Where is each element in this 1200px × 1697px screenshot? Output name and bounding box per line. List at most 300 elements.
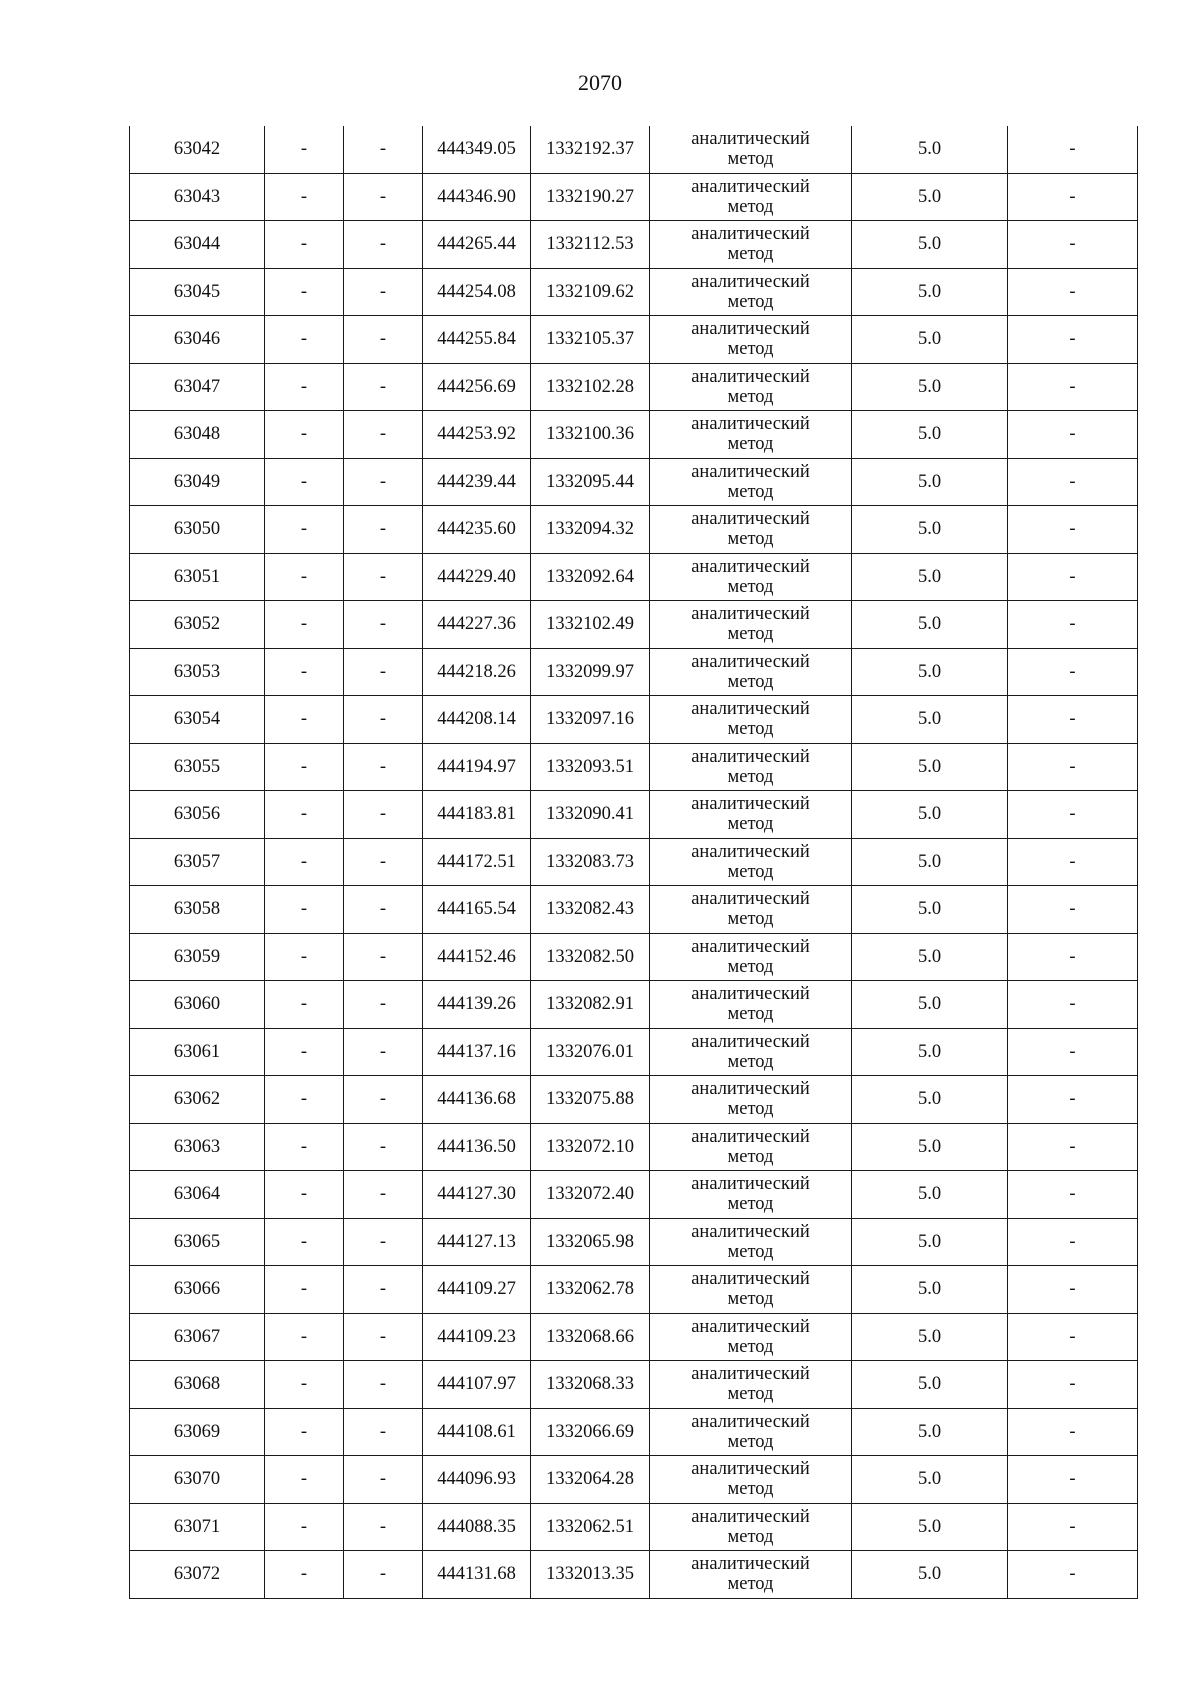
point-number-cell: 63068 (130, 1361, 265, 1409)
method-text-line1: аналитический (691, 1411, 810, 1432)
x-coordinate-cell: 444194.97 (423, 743, 531, 791)
method-text-line2: метод (727, 1526, 774, 1547)
empty-value-cell: - (265, 1361, 344, 1409)
x-coordinate-cell: 444108.61 (423, 1408, 531, 1456)
table-row (130, 126, 1138, 173)
empty-value-cell: - (1008, 1076, 1138, 1124)
accuracy-cell: 5.0 (852, 791, 1008, 839)
point-number-cell: 63042 (130, 126, 265, 173)
table-row (130, 1551, 1138, 1599)
point-number-cell: 63070 (130, 1456, 265, 1504)
empty-value-cell: - (1008, 981, 1138, 1029)
x-coordinate-cell: 444139.26 (423, 981, 531, 1029)
empty-value-cell: - (1008, 743, 1138, 791)
empty-value-cell: - (1008, 126, 1138, 173)
empty-value-cell: - (344, 1551, 423, 1599)
method-text-line2: метод (727, 1004, 774, 1025)
accuracy-cell: 5.0 (852, 126, 1008, 173)
empty-value-cell: - (265, 648, 344, 696)
y-coordinate-cell: 1332013.35 (531, 1551, 650, 1599)
method-cell (650, 886, 852, 934)
x-coordinate-cell: 444136.68 (423, 1076, 531, 1124)
accuracy-cell: 5.0 (852, 981, 1008, 1029)
x-coordinate-cell: 444127.30 (423, 1171, 531, 1219)
accuracy-cell: 5.0 (852, 553, 1008, 601)
empty-value-cell: - (344, 1028, 423, 1076)
method-text-line1: аналитический (691, 414, 810, 435)
table-row (130, 1028, 1138, 1076)
y-coordinate-cell: 1332100.36 (531, 411, 650, 459)
empty-value-cell: - (1008, 648, 1138, 696)
method-text-line1: аналитический (691, 224, 810, 245)
method-text-line2: метод (727, 576, 774, 597)
x-coordinate-cell: 444183.81 (423, 791, 531, 839)
point-number-cell: 63061 (130, 1028, 265, 1076)
point-number-cell: 63053 (130, 648, 265, 696)
method-cell (650, 601, 852, 649)
empty-value-cell: - (265, 268, 344, 316)
point-number-cell: 63067 (130, 1313, 265, 1361)
empty-value-cell: - (344, 1361, 423, 1409)
empty-value-cell: - (1008, 1313, 1138, 1361)
method-cell (650, 1171, 852, 1219)
x-coordinate-cell: 444096.93 (423, 1456, 531, 1504)
empty-value-cell: - (1008, 1171, 1138, 1219)
method-text-line1: аналитический (691, 1221, 810, 1242)
empty-value-cell: - (344, 1456, 423, 1504)
table-row (130, 981, 1138, 1029)
method-text-line2: метод (727, 956, 774, 977)
table-row (130, 1456, 1138, 1504)
table-row (130, 601, 1138, 649)
method-cell (650, 1313, 852, 1361)
empty-value-cell: - (1008, 506, 1138, 554)
table-row (130, 886, 1138, 934)
empty-value-cell: - (265, 1456, 344, 1504)
method-cell (650, 981, 852, 1029)
empty-value-cell: - (265, 411, 344, 459)
table-row (130, 458, 1138, 506)
point-number-cell: 63043 (130, 173, 265, 221)
method-text-line1: аналитический (691, 699, 810, 720)
empty-value-cell: - (265, 1171, 344, 1219)
y-coordinate-cell: 1332076.01 (531, 1028, 650, 1076)
method-text-line2: метод (727, 1051, 774, 1072)
y-coordinate-cell: 1332102.49 (531, 601, 650, 649)
accuracy-cell: 5.0 (852, 1123, 1008, 1171)
accuracy-cell: 5.0 (852, 1456, 1008, 1504)
point-number-cell: 63048 (130, 411, 265, 459)
x-coordinate-cell: 444254.08 (423, 268, 531, 316)
empty-value-cell: - (265, 696, 344, 744)
method-text-line2: метод (727, 1336, 774, 1357)
point-number-cell: 63071 (130, 1503, 265, 1551)
accuracy-cell: 5.0 (852, 316, 1008, 364)
method-text-line2: метод (727, 1289, 774, 1310)
empty-value-cell: - (1008, 601, 1138, 649)
point-number-cell: 63065 (130, 1218, 265, 1266)
x-coordinate-cell: 444349.05 (423, 126, 531, 173)
y-coordinate-cell: 1332109.62 (531, 268, 650, 316)
empty-value-cell: - (265, 1028, 344, 1076)
accuracy-cell: 5.0 (852, 933, 1008, 981)
empty-value-cell: - (265, 1123, 344, 1171)
empty-value-cell: - (344, 743, 423, 791)
empty-value-cell: - (344, 1313, 423, 1361)
method-text-line1: аналитический (691, 1506, 810, 1527)
empty-value-cell: - (1008, 1503, 1138, 1551)
accuracy-cell: 5.0 (852, 601, 1008, 649)
empty-value-cell: - (344, 506, 423, 554)
accuracy-cell: 5.0 (852, 838, 1008, 886)
method-cell (650, 1266, 852, 1314)
empty-value-cell: - (344, 648, 423, 696)
y-coordinate-cell: 1332075.88 (531, 1076, 650, 1124)
method-cell (650, 838, 852, 886)
y-coordinate-cell: 1332105.37 (531, 316, 650, 364)
method-cell (650, 1408, 852, 1456)
accuracy-cell: 5.0 (852, 1551, 1008, 1599)
method-text-line2: метод (727, 671, 774, 692)
point-number-cell: 63046 (130, 316, 265, 364)
empty-value-cell: - (1008, 553, 1138, 601)
method-text-line1: аналитический (691, 604, 810, 625)
y-coordinate-cell: 1332065.98 (531, 1218, 650, 1266)
method-text-line2: метод (727, 1479, 774, 1500)
empty-value-cell: - (344, 316, 423, 364)
method-text-line1: аналитический (691, 461, 810, 482)
empty-value-cell: - (265, 886, 344, 934)
accuracy-cell: 5.0 (852, 506, 1008, 554)
empty-value-cell: - (1008, 1218, 1138, 1266)
method-text-line1: аналитический (691, 1554, 810, 1575)
accuracy-cell: 5.0 (852, 1076, 1008, 1124)
accuracy-cell: 5.0 (852, 648, 1008, 696)
method-text-line2: метод (727, 1099, 774, 1120)
point-number-cell: 63056 (130, 791, 265, 839)
x-coordinate-cell: 444235.60 (423, 506, 531, 554)
empty-value-cell: - (344, 1171, 423, 1219)
x-coordinate-cell: 444152.46 (423, 933, 531, 981)
empty-value-cell: - (265, 221, 344, 269)
x-coordinate-cell: 444239.44 (423, 458, 531, 506)
method-text-line1: аналитический (691, 176, 810, 197)
method-text-line2: метод (727, 814, 774, 835)
method-text-line2: метод (727, 1241, 774, 1262)
method-text-line1: аналитический (691, 1269, 810, 1290)
empty-value-cell: - (265, 933, 344, 981)
method-text-line1: аналитический (691, 651, 810, 672)
empty-value-cell: - (344, 886, 423, 934)
empty-value-cell: - (344, 601, 423, 649)
x-coordinate-cell: 444109.23 (423, 1313, 531, 1361)
empty-value-cell: - (265, 316, 344, 364)
table-row (130, 268, 1138, 316)
y-coordinate-cell: 1332082.43 (531, 886, 650, 934)
point-number-cell: 63066 (130, 1266, 265, 1314)
empty-value-cell: - (344, 1218, 423, 1266)
method-text-line2: метод (727, 434, 774, 455)
page-number: 2070 (578, 70, 622, 95)
point-number-cell: 63049 (130, 458, 265, 506)
x-coordinate-cell: 444253.92 (423, 411, 531, 459)
accuracy-cell: 5.0 (852, 363, 1008, 411)
empty-value-cell: - (1008, 1123, 1138, 1171)
empty-value-cell: - (265, 838, 344, 886)
empty-value-cell: - (344, 838, 423, 886)
x-coordinate-cell: 444208.14 (423, 696, 531, 744)
empty-value-cell: - (265, 173, 344, 221)
empty-value-cell: - (1008, 1266, 1138, 1314)
method-text-line2: метод (727, 1146, 774, 1167)
table-row (130, 506, 1138, 554)
method-text-line2: метод (727, 339, 774, 360)
accuracy-cell: 5.0 (852, 743, 1008, 791)
x-coordinate-cell: 444172.51 (423, 838, 531, 886)
method-text-line2: метод (727, 861, 774, 882)
table-row (130, 1361, 1138, 1409)
x-coordinate-cell: 444107.97 (423, 1361, 531, 1409)
method-text-line1: аналитический (691, 319, 810, 340)
empty-value-cell: - (344, 458, 423, 506)
method-text-line2: метод (727, 244, 774, 265)
x-coordinate-cell: 444137.16 (423, 1028, 531, 1076)
accuracy-cell: 5.0 (852, 696, 1008, 744)
method-text-line2: метод (727, 1431, 774, 1452)
empty-value-cell: - (1008, 1361, 1138, 1409)
method-text-line1: аналитический (691, 1316, 810, 1337)
accuracy-cell: 5.0 (852, 173, 1008, 221)
empty-value-cell: - (1008, 173, 1138, 221)
table-row (130, 933, 1138, 981)
method-cell (650, 1028, 852, 1076)
method-cell (650, 268, 852, 316)
empty-value-cell: - (344, 1123, 423, 1171)
method-text-line2: метод (727, 149, 774, 170)
empty-value-cell: - (344, 1076, 423, 1124)
empty-value-cell: - (265, 1408, 344, 1456)
method-text-line2: метод (727, 529, 774, 550)
empty-value-cell: - (344, 1408, 423, 1456)
y-coordinate-cell: 1332064.28 (531, 1456, 650, 1504)
empty-value-cell: - (1008, 696, 1138, 744)
x-coordinate-cell: 444127.13 (423, 1218, 531, 1266)
table-row (130, 1076, 1138, 1124)
point-number-cell: 63060 (130, 981, 265, 1029)
x-coordinate-cell: 444109.27 (423, 1266, 531, 1314)
x-coordinate-cell: 444255.84 (423, 316, 531, 364)
x-coordinate-cell: 444088.35 (423, 1503, 531, 1551)
method-cell (650, 743, 852, 791)
point-number-cell: 63050 (130, 506, 265, 554)
method-text-line2: метод (727, 386, 774, 407)
method-text-line1: аналитический (691, 1174, 810, 1195)
accuracy-cell: 5.0 (852, 1503, 1008, 1551)
empty-value-cell: - (265, 506, 344, 554)
method-cell (650, 458, 852, 506)
empty-value-cell: - (344, 411, 423, 459)
method-cell (650, 696, 852, 744)
accuracy-cell: 5.0 (852, 1171, 1008, 1219)
method-cell (650, 173, 852, 221)
method-text-line2: метод (727, 624, 774, 645)
x-coordinate-cell: 444265.44 (423, 221, 531, 269)
y-coordinate-cell: 1332090.41 (531, 791, 650, 839)
method-cell (650, 126, 852, 173)
y-coordinate-cell: 1332062.51 (531, 1503, 650, 1551)
x-coordinate-cell: 444136.50 (423, 1123, 531, 1171)
table-row (130, 221, 1138, 269)
method-cell (650, 1076, 852, 1124)
y-coordinate-cell: 1332072.10 (531, 1123, 650, 1171)
y-coordinate-cell: 1332192.37 (531, 126, 650, 173)
y-coordinate-cell: 1332102.28 (531, 363, 650, 411)
table-body (130, 126, 1138, 1598)
y-coordinate-cell: 1332112.53 (531, 221, 650, 269)
empty-value-cell: - (1008, 791, 1138, 839)
y-coordinate-cell: 1332092.64 (531, 553, 650, 601)
empty-value-cell: - (265, 458, 344, 506)
empty-value-cell: - (265, 743, 344, 791)
x-coordinate-cell: 444131.68 (423, 1551, 531, 1599)
table-row (130, 1123, 1138, 1171)
empty-value-cell: - (344, 1266, 423, 1314)
table-row (130, 791, 1138, 839)
method-cell (650, 1456, 852, 1504)
x-coordinate-cell: 444229.40 (423, 553, 531, 601)
y-coordinate-cell: 1332082.50 (531, 933, 650, 981)
table-row (130, 1171, 1138, 1219)
method-text-line2: метод (727, 1194, 774, 1215)
point-number-cell: 63072 (130, 1551, 265, 1599)
y-coordinate-cell: 1332062.78 (531, 1266, 650, 1314)
table-row (130, 411, 1138, 459)
empty-value-cell: - (344, 173, 423, 221)
method-text-line1: аналитический (691, 129, 810, 150)
empty-value-cell: - (1008, 363, 1138, 411)
point-number-cell: 63045 (130, 268, 265, 316)
accuracy-cell: 5.0 (852, 886, 1008, 934)
y-coordinate-cell: 1332094.32 (531, 506, 650, 554)
x-coordinate-cell: 444346.90 (423, 173, 531, 221)
x-coordinate-cell: 444165.54 (423, 886, 531, 934)
empty-value-cell: - (344, 696, 423, 744)
point-number-cell: 63063 (130, 1123, 265, 1171)
method-text-line1: аналитический (691, 889, 810, 910)
table-row (130, 1313, 1138, 1361)
method-text-line1: аналитический (691, 936, 810, 957)
empty-value-cell: - (344, 221, 423, 269)
y-coordinate-cell: 1332095.44 (531, 458, 650, 506)
empty-value-cell: - (344, 1503, 423, 1551)
point-number-cell: 63052 (130, 601, 265, 649)
empty-value-cell: - (1008, 1408, 1138, 1456)
empty-value-cell: - (1008, 1456, 1138, 1504)
point-number-cell: 63057 (130, 838, 265, 886)
method-text-line1: аналитический (691, 1126, 810, 1147)
x-coordinate-cell: 444218.26 (423, 648, 531, 696)
y-coordinate-cell: 1332066.69 (531, 1408, 650, 1456)
accuracy-cell: 5.0 (852, 1408, 1008, 1456)
y-coordinate-cell: 1332190.27 (531, 173, 650, 221)
empty-value-cell: - (1008, 221, 1138, 269)
empty-value-cell: - (1008, 1028, 1138, 1076)
empty-value-cell: - (1008, 933, 1138, 981)
method-text-line2: метод (727, 1384, 774, 1405)
method-cell (650, 1551, 852, 1599)
table-row (130, 1266, 1138, 1314)
empty-value-cell: - (265, 1503, 344, 1551)
empty-value-cell: - (265, 1218, 344, 1266)
method-cell (650, 648, 852, 696)
empty-value-cell: - (265, 1551, 344, 1599)
method-text-line1: аналитический (691, 1364, 810, 1385)
empty-value-cell: - (265, 1076, 344, 1124)
empty-value-cell: - (344, 126, 423, 173)
point-number-cell: 63062 (130, 1076, 265, 1124)
empty-value-cell: - (1008, 838, 1138, 886)
method-text-line1: аналитический (691, 509, 810, 530)
accuracy-cell: 5.0 (852, 1266, 1008, 1314)
method-cell (650, 1361, 852, 1409)
point-number-cell: 63055 (130, 743, 265, 791)
empty-value-cell: - (1008, 458, 1138, 506)
empty-value-cell: - (344, 981, 423, 1029)
empty-value-cell: - (344, 363, 423, 411)
table-row (130, 173, 1138, 221)
table-row (130, 838, 1138, 886)
method-cell (650, 506, 852, 554)
y-coordinate-cell: 1332097.16 (531, 696, 650, 744)
point-number-cell: 63054 (130, 696, 265, 744)
empty-value-cell: - (265, 126, 344, 173)
point-number-cell: 63044 (130, 221, 265, 269)
method-text-line2: метод (727, 909, 774, 930)
method-text-line2: метод (727, 766, 774, 787)
method-text-line1: аналитический (691, 556, 810, 577)
empty-value-cell: - (344, 553, 423, 601)
empty-value-cell: - (265, 601, 344, 649)
method-cell (650, 1218, 852, 1266)
empty-value-cell: - (265, 1313, 344, 1361)
empty-value-cell: - (1008, 316, 1138, 364)
point-number-cell: 63047 (130, 363, 265, 411)
method-text-line1: аналитический (691, 841, 810, 862)
accuracy-cell: 5.0 (852, 1218, 1008, 1266)
method-text-line1: аналитический (691, 984, 810, 1005)
accuracy-cell: 5.0 (852, 221, 1008, 269)
empty-value-cell: - (265, 553, 344, 601)
y-coordinate-cell: 1332068.66 (531, 1313, 650, 1361)
empty-value-cell: - (265, 363, 344, 411)
empty-value-cell: - (1008, 1551, 1138, 1599)
y-coordinate-cell: 1332068.33 (531, 1361, 650, 1409)
coordinates-table (129, 126, 1138, 1599)
empty-value-cell: - (1008, 411, 1138, 459)
y-coordinate-cell: 1332099.97 (531, 648, 650, 696)
method-text-line2: метод (727, 196, 774, 217)
accuracy-cell: 5.0 (852, 268, 1008, 316)
empty-value-cell: - (344, 268, 423, 316)
y-coordinate-cell: 1332093.51 (531, 743, 650, 791)
empty-value-cell: - (344, 791, 423, 839)
table-row (130, 363, 1138, 411)
method-cell (650, 316, 852, 364)
table-row (130, 648, 1138, 696)
table-row (130, 1408, 1138, 1456)
table-row (130, 553, 1138, 601)
method-text-line1: аналитический (691, 366, 810, 387)
